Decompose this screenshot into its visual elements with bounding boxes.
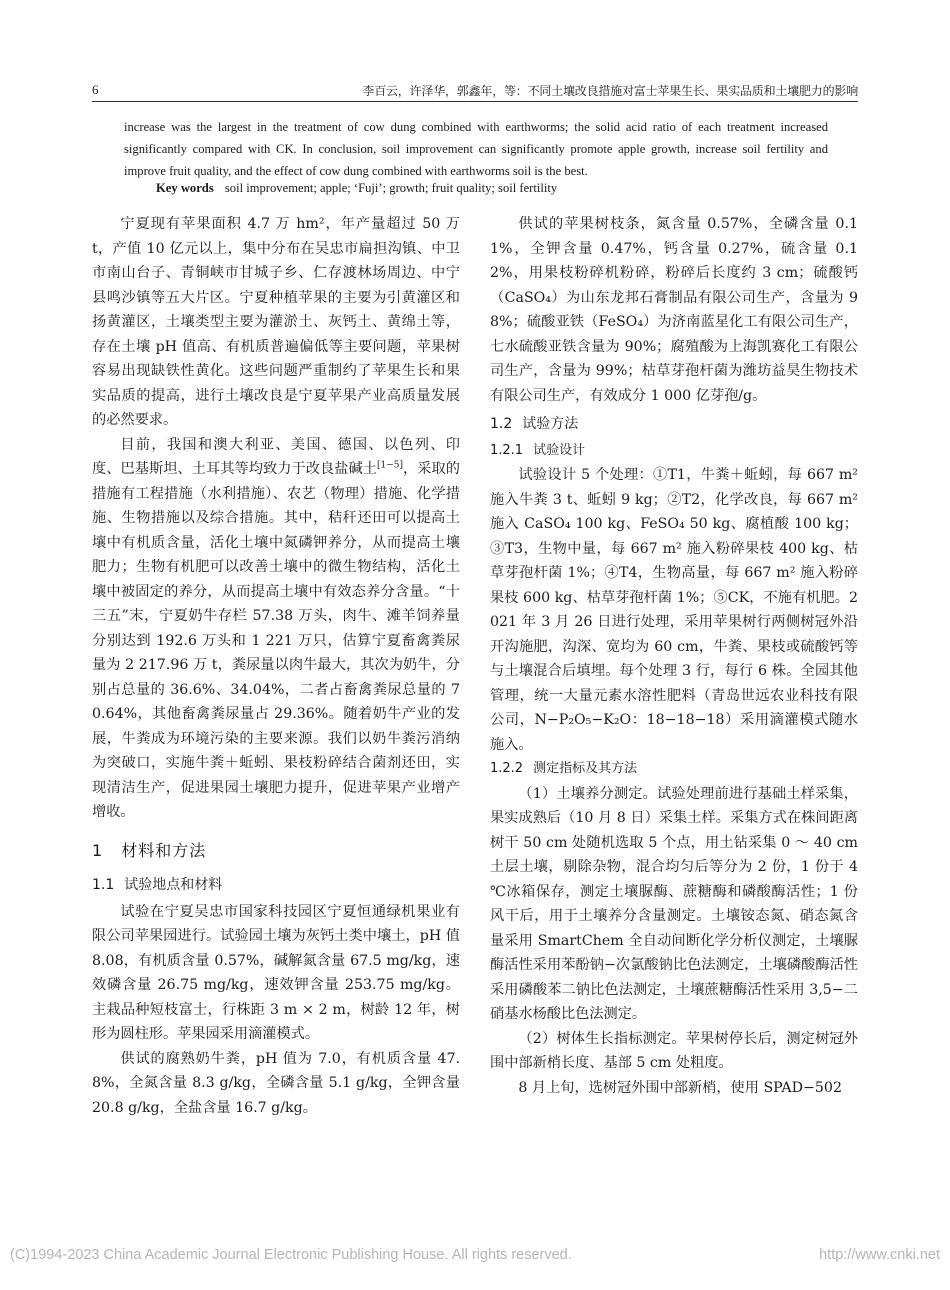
- growth-paragraph: （2）树体生长指标测定。苹果树停长后，测定树冠外围中部新梢长度、基部 5 cm 处粗度。: [490, 1030, 858, 1071]
- running-title: 李百云，许泽华，郭鑫年，等：不同土壤改良措施对富士苹果生长、果实品质和土壤肥力的影响: [362, 84, 858, 98]
- keywords-text: soil improvement; apple; ‘Fuji’; growth; fruit quality; soil fertility: [224, 181, 558, 195]
- site-paragraph: 试验在宁夏吴忠市国家科技园区宁夏恒通绿机果业有限公司苹果园进行。试验园土壤为灰钙土类中壤土，pH 值 8.08，有机质含量 0.57%，碱解氮含量 67.5 mg/kg，速效磷含量 26.75 mg/kg，速效钾含量 253.75 mg/kg。主栽品种短枝富士，行株距 3 m × 2 m，树龄 12 年，树形为圆柱形。苹果园采用滴灌模式。: [92, 903, 460, 1042]
- right-column: [490, 212, 858, 1100]
- citation: [1−5]: [376, 460, 403, 471]
- section-1-1-heading: 1.1 试验地点和材料: [92, 877, 223, 893]
- copyright-text: (C)1994-2023 China Academic Journal Electronic Publishing House. All rights reserved.: [10, 1247, 572, 1263]
- keywords-label: Key words: [156, 181, 214, 195]
- design-paragraph: 试验设计 5 个处理：①T1，牛粪＋蚯蚓，每 667 m² 施入牛粪 3 t、蚯蚓 9 kg；②T2，化学改良，每 667 m² 施入 CaSO₄ 100 kg、FeSO₄ 50 kg、腐植酸 100 kg；③T3，生物中量，每 667 m² 施入粉碎果枝 400 kg、枯草芽孢杆菌 1%；④T4，生物高量，每 667 m² 施入粉碎果枝 600 kg、枯草芽孢杆菌 1%；⑤CK，不施有机肥。2021 年 3 月 26 日进行处理，采用苹果树行两侧树冠外沿开沟施肥，沟深、宽均为 60 cm，牛粪、果枝或硫酸钙等与土壤混合后填埋。每个处理 3 行，每行 6 株。全园其他管理，统一大量元素水溶性肥料（青岛世远农业科技有限公司，N−P₂O₅−K₂O：18−18−18）采用滴灌模式随水施入。: [490, 467, 858, 753]
- section-1-2-2-heading: 1.2.2 测定指标及其方法: [490, 761, 638, 776]
- running-header: [92, 78, 858, 100]
- keywords: [156, 181, 557, 196]
- page-number: 6: [92, 82, 99, 97]
- soil-nutrient-paragraph: （1）土壤养分测定。试验处理前进行基础土样采集，果实成熟后（10 月 8 日）采集土样。采集方式在株间距离树干 50 cm 处随机选取 5 个点，用土钻采集 0 ～ 40 cm 土层土壤，剔除杂物，混合均匀后等分为 2 份，1 份于 4 ℃冰箱保存，测定土壤脲酶、蔗糖酶和磷酸酶活性；1 份风干后，用于土壤养分含量测定。土壤铵态氮、硝态氮含量采用 SmartChem 全自动间断化学分析仪测定，土壤脲酶活性采用苯酚钠−次氯酸钠比色法测定，土壤磷酸酶活性采用磷酸苯二钠比色法测定，土壤蔗糖酶活性采用 3,5−二硝基水杨酸比色法测定。: [490, 785, 858, 1022]
- abstract-tail: increase was the largest in the treatment of cow dung combined with earthworms; the solid acid ratio of each treatment increased significantly compared with CK. In conclusion, soil improvement can significantly promote apple growth, increase soil fertility and improve fruit quality, and the effect of cow dung combined with earthworms soil is the best.: [124, 120, 828, 178]
- section-1-2-heading: 1.2 试验方法: [490, 416, 579, 432]
- section-1-2-1-heading: 1.2.1 试验设计: [490, 442, 586, 458]
- footer: [10, 1247, 940, 1263]
- header-rule: [92, 101, 858, 102]
- intro-paragraph-1: 宁夏现有苹果面积 4.7 万 hm²，年产量超过 50 万 t，产值 10 亿元以上，集中分布在吴忠市扁担沟镇、中卫市南山台子、青铜峡市甘城子乡、仁存渡林场周边、中宁县鸣沙镇等五大片区。宁夏种植苹果的主要为引黄灌区和扬黄灌区，土壤类型主要为灌淤土、灰钙土、黄绵土等，存在土壤 pH 值高、有机质普遍偏低等主要问题，苹果树容易出现缺铁性黄化。这些问题严重制约了苹果生长和果实品质的提高，进行土壤改良是宁夏苹果产业高质量发展的必然要求。: [92, 216, 460, 428]
- materials-paragraph: 供试的苹果树枝条，氮含量 0.57%，全磷含量 0.11%，全钾含量 0.47%，钙含量 0.27%，硫含量 0.12%，用果枝粉碎机粉碎，粉碎后长度约 3 cm；硫酸钙（CaSO₄）为山东龙邦石膏制品有限公司生产，含量为 98%；硫酸亚铁（FeSO₄）为济南蓝星化工有限公司生产，七水硫酸亚铁含量为 90%；腐殖酸为上海凯赛化工有限公司生产，含量为 99%；枯草芽孢杆菌为潍坊益昊生物技术有限公司生产，有效成分 1 000 亿芽孢/g。: [490, 216, 858, 404]
- footer-url[interactable]: http://www.cnki.net: [819, 1247, 940, 1263]
- section-1-heading: 1 材料和方法: [92, 840, 207, 860]
- manure-paragraph: 供试的腐熟奶牛粪，pH 值为 7.0，有机质含量 47.8%，全氮含量 8.3 g/kg，全磷含量 5.1 g/kg，全钾含量 20.8 g/kg，全盐含量 16.7 g/kg。: [92, 1050, 460, 1116]
- left-column: [92, 212, 460, 1120]
- spad-paragraph: 8 月上旬，选树冠外围中部新梢，使用 SPAD−502: [518, 1079, 842, 1096]
- intro-paragraph-2: 目前，我国和澳大利亚、美国、德国、以色列、印度、巴基斯坦、土耳其等均致力于改良盐碱土[1−5]，采取的措施有工程措施（水利措施）、农艺（物理）措施、化学措施、生物措施以及综合措施。其中，秸秆还田可以提高土壤中有机质含量，活化土壤中氮磷钾养分，从而提高土壤肥力；生物有机肥可以改善土壤中的微生物结构，活化土壤中被固定的养分，从而提高土壤中有效态养分含量。“十三五”末，宁夏奶牛存栏 57.38 万头，肉牛、滩羊饲养量分别达到 192.6 万头和 1 221 万只，估算宁夏畜禽粪尿量为 2 217.96 万 t，粪尿量以肉牛最大，其次为奶牛，分别占总量的 36.6%、34.04%，二者占畜禽粪尿总量的 70.64%，其他畜禽粪尿量占 29.36%。随着奶牛产业的发展，牛粪成为环境污染的主要来源。我们以奶牛粪污消纳为突破口，实施牛粪＋蚯蚓、果枝粉碎结合菌剂还田，实现清洁生产，促进果园土壤肥力提升，促进苹果产业增产增收。: [92, 436, 460, 820]
